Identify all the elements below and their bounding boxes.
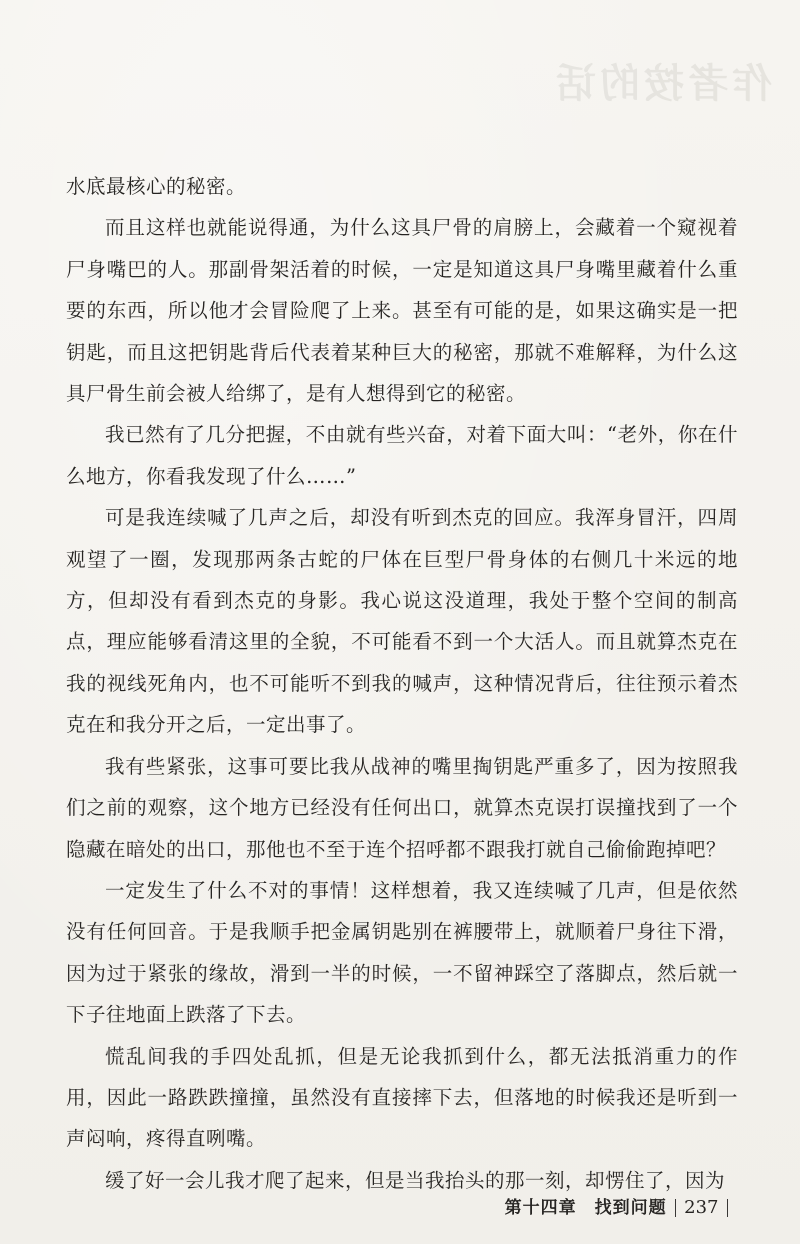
page-number: 237: [684, 1197, 719, 1218]
paragraph: 缓了好一会儿我才爬了起来，但是当我抬头的那一刻，却愣住了，因为: [105, 1168, 726, 1192]
paragraph: 而且这样也就能说得通，为什么这具尸骨的肩膀上，会藏着一个窥视着尸身嘴巴的人。那副骨架活着的时候，一定是知道这具尸身嘴里藏着什么重要的东西，所以他才会冒险爬了上来。甚至有可能的是，如果这确实是一把钥匙，而且这把钥匙背后代表着某种巨大的秘密，那就不难解释，为什么这具尸骨生前会被人给绑了，是有人想得到它的秘密。: [66, 216, 738, 406]
footer-divider: [675, 1199, 677, 1217]
chapter-title: 第十四章 找到问题: [504, 1198, 667, 1218]
body-text: [66, 166, 738, 1201]
footer-divider: [727, 1199, 729, 1217]
paragraph: 可是我连续喊了几声之后，却没有听到杰克的回应。我浑身冒汗，四周观望了一圈，发现那两条古蛇的尸体在巨型尸骨身体的右侧几十米远的地方，但却没有看到杰克的身影。我心说这没道理，我处于整个空间的制高点，理应能够看清这里的全貌，不可能看不到一个大活人。而且就算杰克在我的视线死角内，也不可能听不到我的喊声，这种情况背后，往往预示着杰克在和我分开之后，一定出事了。: [66, 506, 738, 737]
bleed-through-title: 作者按的话: [552, 60, 772, 107]
paragraph: 水底最核心的秘密。: [66, 175, 247, 198]
paragraph: 我已然有了几分把握，不由就有些兴奋，对着下面大叫：“老外，你在什么地方，你看我发现了什么……”: [66, 423, 738, 488]
paragraph: 一定发生了什么不对的事情！这样想着，我又连续喊了几声，但是依然没有任何回音。于是我顺手把金属钥匙别在裤腰带上，就顺着尸身往下滑，因为过于紧张的缘故，滑到一半的时候，一不留神踩空了落脚点，然后就一下子往地面上跌落了下去。: [66, 878, 738, 1027]
page-footer: [505, 1196, 736, 1220]
paragraph: 我有些紧张，这事可要比我从战神的嘴里掏钥匙严重多了，因为按照我们之前的观察，这个地方已经没有任何出口，就算杰克误打误撞找到了一个隐藏在暗处的出口，那他也不至于连个招呼都不跟我打就自己偷偷跑掉吧？: [66, 754, 738, 861]
paragraph: 慌乱间我的手四处乱抓，但是无论我抓到什么，都无法抵消重力的作用，因此一路跌跌撞撞，虽然没有直接摔下去，但落地的时候我还是听到一声闷响，疼得直咧嘴。: [66, 1044, 738, 1151]
